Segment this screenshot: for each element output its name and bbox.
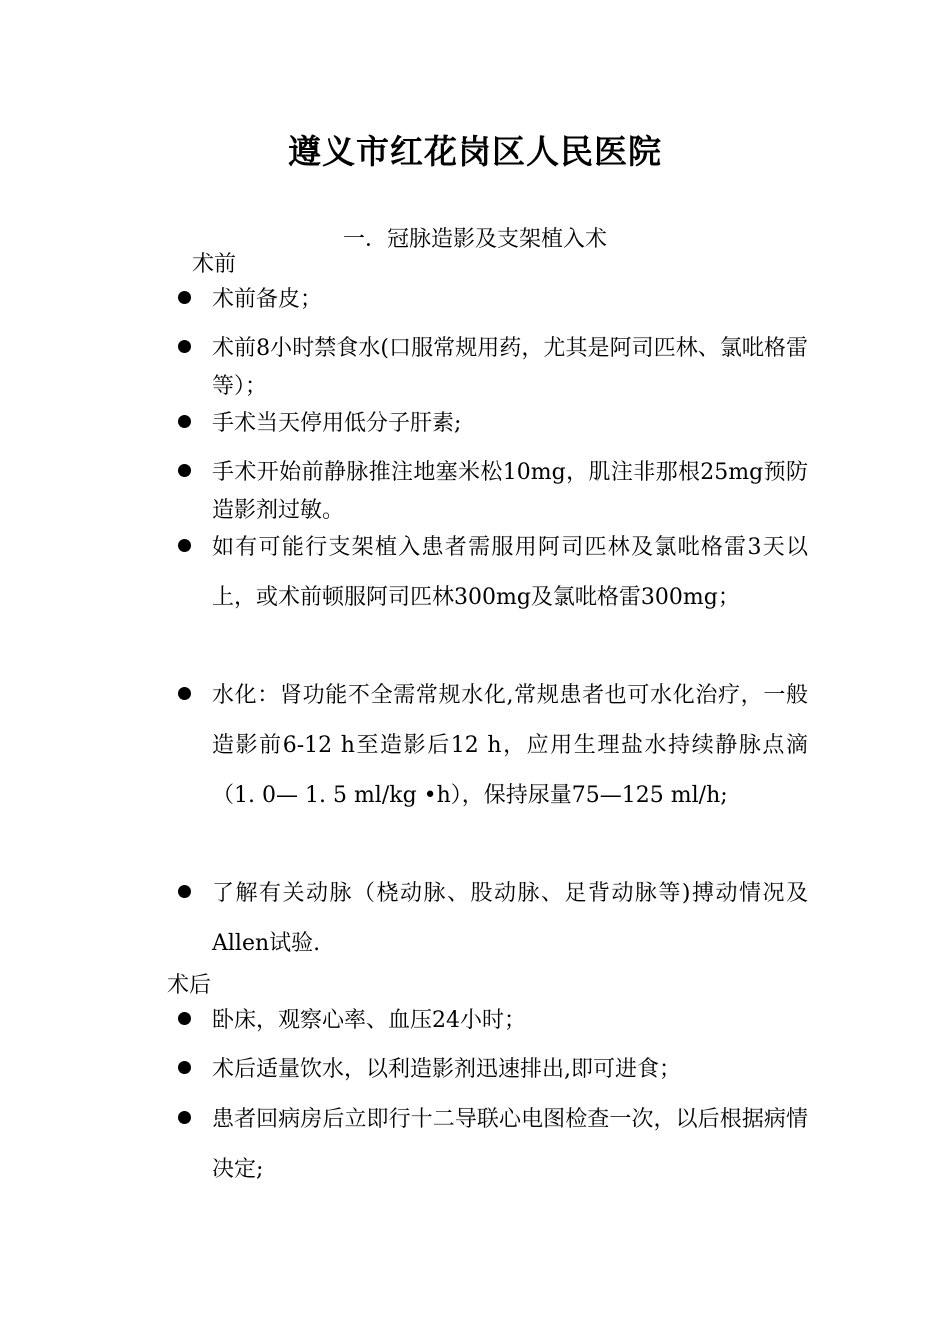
list-item-text: 术前备皮； [212, 287, 323, 312]
document-title: 遵义市红花岗区人民医院 [288, 132, 662, 171]
list-item [178, 996, 808, 1046]
post-op-label: 术后 [167, 973, 212, 998]
list-item-text: 手术开始前静脉推注地塞米松10mg，肌注非那根25mg预防造影剂过敏。 [212, 460, 808, 523]
list-item [178, 405, 808, 443]
list-item [178, 454, 808, 530]
pre-op-label: 术前 [192, 252, 237, 277]
bullet-icon [178, 539, 191, 552]
list-item [178, 523, 808, 623]
list-item-text: 了解有关动脉（桡动脉、股动脉、足背动脉等)搏动情况及Allen试验. [212, 881, 808, 956]
list-item [178, 869, 808, 969]
bullet-icon [178, 415, 191, 428]
bullet-icon [178, 1111, 191, 1124]
list-item [178, 281, 808, 319]
list-item-text: 患者回病房后立即行十二导联心电图检查一次，以后根据病情决定; [212, 1107, 808, 1182]
bullet-icon [178, 1061, 191, 1074]
bullet-icon [178, 464, 191, 477]
bullet-icon [178, 885, 191, 898]
list-item [178, 671, 808, 821]
list-item-text: 术前8小时禁食水(口服常规用药，尤其是阿司匹林、氯吡格雷等）； [212, 336, 808, 399]
list-item-text: 卧床，观察心率、血压24小时； [212, 1008, 526, 1033]
list-item-text: 水化：肾功能不全需常规水化,常规患者也可水化治疗，一般造影前6-12 h至造影后12 h，应用生理盐水持续静脉点滴（1. 0— 1. 5 ml/kg •h），保持尿量75—125 ml/h; [212, 683, 808, 808]
bullet-icon [178, 340, 191, 353]
bullet-icon [178, 1012, 191, 1025]
list-item [178, 1045, 808, 1095]
list-item-text: 术后适量饮水，以利造影剂迅速排出,即可进食； [212, 1057, 681, 1082]
section-heading: 一．冠脉造影及支架植入术 [342, 227, 607, 252]
list-item [178, 1095, 808, 1195]
list-item-text: 手术当天停用低分子肝素; [212, 411, 462, 436]
list-item-text: 如有可能行支架植入患者需服用阿司匹林及氯吡格雷3天以上，或术前顿服阿司匹林300mg及氯吡格雷300mg； [212, 535, 808, 610]
bullet-icon [178, 687, 191, 700]
bullet-icon [178, 291, 191, 304]
list-item [178, 330, 808, 406]
